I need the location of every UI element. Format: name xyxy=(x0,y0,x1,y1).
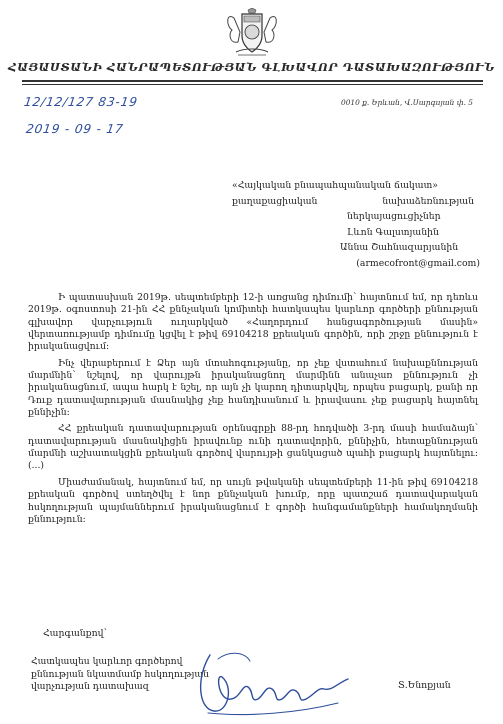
sender-position-line-2: քննության նկատմամբ հսկողության xyxy=(31,668,209,680)
letter-body xyxy=(28,292,478,530)
sender-position xyxy=(31,656,209,694)
recipient-organization: «Հայկական բնապահպանական ճակատ» xyxy=(232,180,438,191)
recipient-role: ներկայացուցիչներ xyxy=(347,211,441,222)
recipient-name-1: Լևոն Գալստյանին xyxy=(347,226,439,238)
sender-position-line-1: Հատկապես կարևոր գործերով xyxy=(31,656,183,667)
header-divider xyxy=(22,80,483,82)
handwritten-signature xyxy=(188,647,358,721)
registration-number: 12/12/127 83-19 xyxy=(23,95,139,109)
body-paragraph-2: Ինչ վերաբերում է Ձեր այն մտահոգությանը, որ չեք վստահում նախաքննության մարմնին՝ նշելով, որ վարույթն իրականացնող մարմինն անաչառ քննություն չի իրականացնում, ապա հարկ է նշել, որ այն չի կարող դիտարկվել, որպես բացարկ, քանի որ Դուք դատավարության մասնակից չեք հանդիսանում և իրավասու չեք բացարկ հայտնել քննիչին: xyxy=(28,357,478,419)
institution-title: ՀԱՅԱՍՏԱՆԻ ՀԱՆՐԱՊԵՏՈՒԹՅԱՆ ԳԼԽԱՎՈՐ ԴԱՏԱԽԱԶՈՒԹՅՈՒՆ xyxy=(8,60,495,74)
recipient-initiative-line xyxy=(232,194,480,210)
signer-name: Տ.Ենոքյան xyxy=(398,680,451,691)
body-paragraph-3: ՀՀ քրեական դատավարության օրենսգրքի 88-րդ հոդվածի 3-րդ մասի համաձայն՝ դատավարության մասնակիցին իրավունք ունի դատավորին, քննիչին, հետաքննության մարմնի աշխատակցին քրեական գործով վարույթի ցանկացած պահի բացարկ հայտնելու: (...) xyxy=(28,423,478,472)
body-paragraph-1: Ի պատասխան 2019թ. սեպտեմբերի 12-ի առցանց դիմումի՝ հայտնում եմ, որ դեռևս 2019թ. օգոստոսի 21-ին ՀՀ քննչական կոմիտեի հատկապես կարևոր գործերի քննության գլխավոր վարչություն ուղարկված «Հաղորդում հանցագործության մասին» վերտառությամբ դիմումը կցվել է թիվ 69104218 քրեական գործին, որի շրջը քննություն է իրականացվում: xyxy=(28,292,478,353)
sender-position-line-3: վարչության դատախազ xyxy=(31,681,150,692)
recipient-word-civil: քաղաքացիական xyxy=(232,195,318,207)
office-address: 0010 ք. Երևան, Վ.Սարգսյան փ. 5 xyxy=(341,98,473,107)
armenia-coat-of-arms-icon xyxy=(224,8,280,58)
body-paragraph-4: Միաժամանակ, հայտնում եմ, որ սույն թվականի սեպտեմբերի 11-ին թիվ 69104218 քրեական գործով ստեղծվել է նոր քննչական խումբ, որը պատշաճ դատավարական հսկողության պայմաններում իրականացնում է գործի հանգամանքների համակողմանի քննություն: xyxy=(28,476,478,525)
recipient-name-2: Աննա Շահնազարյանին xyxy=(340,242,459,253)
registration-date: 2019 - 09 - 17 xyxy=(25,122,125,136)
recipient-word-initiative: նախաձեռնության xyxy=(382,195,474,207)
recipient-email: (armecofront@gmail.com) xyxy=(356,257,480,269)
closing-salutation: Հարգանքով՝ xyxy=(43,628,107,639)
header-divider-thin xyxy=(22,84,483,85)
recipient-block xyxy=(232,178,480,271)
